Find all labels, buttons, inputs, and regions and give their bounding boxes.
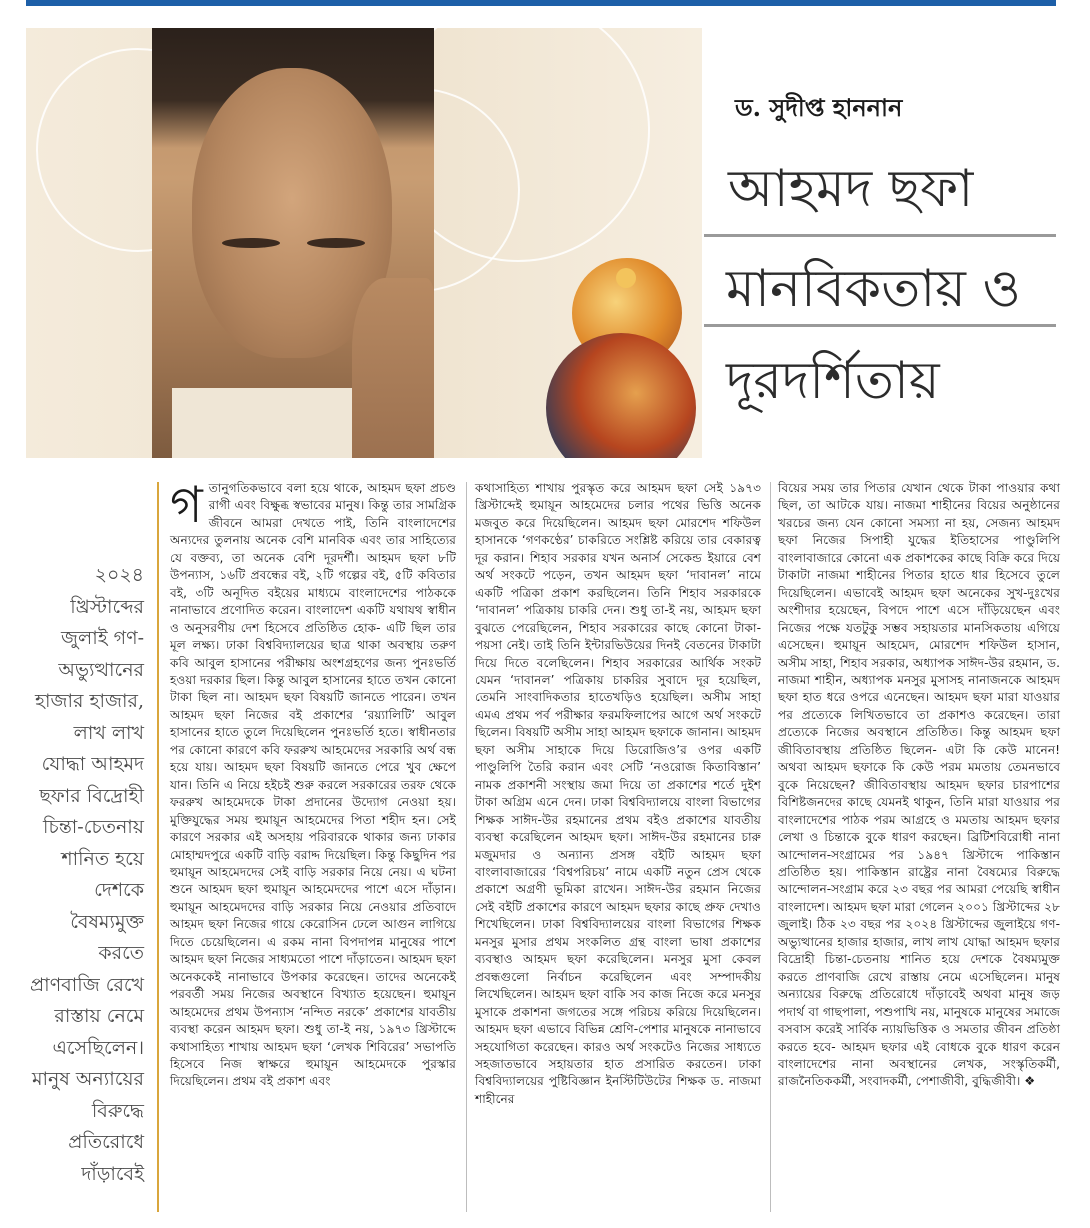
column-text: তানুগতিকভাবে বলা হয়ে থাকে, আহমদ ছফা প্রচণ্ড রাগী এবং বিক্ষুব্ধ স্বভাবের মানুষ। কিন্তু তার সামগ্রিক জীবনে আমরা দেখতে পাই, তিনি বাংলাদেশের অন্যদের তুলনায় অনেক বেশি মানবিক এবং তার সাহিত্যের যে বক্তব্য, তা অনেক বেশি দূরদর্শী। আহমদ ছফা ৮টি উপন্যাস, ১৬টি প্রবন্ধের বই, ২টি গল্পের বই, ৫টি কবিতার বই, ৩টি অনূদিত বইয়ের মাধ্যমে বাংলাদেশের পাঠককে নানাভাবে প্রণোদিত করেন। বাংলাদেশ একটি যথাযথ স্বাধীন ও অনুসরণীয় দেশ হিসেবে প্রতিষ্ঠিত হোক- এটি ছিল তার মূল লক্ষ্য। ঢাকা বিশ্ববিদ্যালয়ের ছাত্র থাকা অবস্থায় তরুণ কবি আবুল হাসানের পরীক্ষায় অংশগ্রহণের জন্য পুনঃভর্তি হওয়া দরকার ছিল। কিন্তু আবুল হাসানের হাতে তখন কোনো টাকা ছিল না। আহমদ ছফা বিষয়টি জানতে পারেন। তখন আহমদ ছফা নিজের বই প্রকাশের ‘রয়্যালিটি’ আবুল হাসানের হাতে তুলে দিয়েছিলেন পুনঃভর্তি হতে। স্বাধীনতার পর কোনো কারণে কবি ফররুখ আহমেদের সরকারি অর্থ বন্ধ হয়ে যায়। আহমদ ছফা বিষয়টি জানতে পেরে খুব ক্ষেপে যান। তিনি এ নিয়ে হইচই শুরু করলে সরকারের তরফ থেকে ফররুখ আহমেদকে টাকা প্রদানের উদ্যোগ নেওয়া হয়। মুক্তিযুদ্ধের সময় হুমায়ূন আহমেদের পিতা শহীদ হন। সেই কারণে সরকার এই অসহায় পরিবারকে থাকার জন্য ঢাকার মোহাম্মদপুরে একটি বাড়ি বরাদ্দ দিয়েছিল। কিন্তু কিছুদিন পর হুমায়ূন আহমেদদের সেই বাড়ি সরকার নিয়ে নেয়। এ ঘটনা শুনে আহমদ ছফা হুমায়ূন আহমেদদের পাশে এসে দাঁড়ান। হুমায়ূন আহমেদদের বাড়ি সরকার নিয়ে নেওয়ার প্রতিবাদে আহমদ ছফা নিজের গায়ে কেরোসিন ঢেলে আগুন লাগিয়ে দিতে চেয়েছিলেন। এ রকম নানা বিপদাপন্ন মানুষের পাশে আহমদ ছফা নিজের সাধ্যমতো পাশে দাঁড়াতেন। আহমদ ছফা অনেককেই নানাভাবে উপকার করেছেন। তাদের অনেকেই পরবর্তী সময় নিজের অবস্থানে বিখ্যাত হয়েছেন। হুমায়ূন আহমেদের প্রথম উপন্যাস ‘নন্দিত নরকে’ প্রকাশের যাবতীয় ব্যবস্থা করেন আহমদ ছফা। শুধু তা-ই নয়, ১৯৭৩ খ্রিস্টাব্দে কথাসাহিত্য শাখায় আহমদ ছফা ‘লেখক শিবিরের’ সভাপতি হিসেবে নিজ স্বাক্ষরে হুমায়ূন আহমেদকে পুরস্কার দিয়েছিলেন। প্রথম বই প্রকাশ এবং bbox=[170, 481, 456, 1089]
column-text: বিয়ের সময় তার পিতার যেখান থেকে টাকা পাওয়ার কথা ছিল, তা আটকে যায়। নাজমা শাহীনের বিয়ের অনুষ্ঠানের খরচের জন্য যেন কোনো সমস্যা না হয়, সেজন্য আহমদ ছফা নিজের সিপাহী যুদ্ধের ইতিহাসের পাণ্ডুলিপি বাংলাবাজারে কোনো এক প্রকাশকের কাছে বিক্রি করে দিয়ে টাকাটা নাজমা শাহীনের পিতার হাতে ধার হিসেবে তুলে দিয়েছিলেন। এভাবেই আহমদ ছফা অনেকের সুখ-দুঃখের অংশীদার হয়েছেন, বিপদে পাশে এসে দাঁড়িয়েছেন এবং নিজের পক্ষে যতটুকু সম্ভব সহায়তার মানসিকতায় এগিয়ে এসেছেন। হুমায়ূন আহমেদ, মোরশেদ শফিউল হাসান, অসীম সাহা, শিহাব সরকার, অধ্যাপক সাঈদ-উর রহমান, ড. নাজমা শাহীন, অধ্যাপক মনসুর মুসাসহ নানাজনকে আহমদ ছফা হাত ধরে ওপরে এনেছেন। আহমদ ছফা মারা যাওয়ার পর প্রত্যেকে লিখিতভাবে তা প্রকাশও করেছেন। তারা প্রত্যেকে নিজের অবস্থানে প্রতিষ্ঠিত। কিন্তু আহমদ ছফা জীবিতাবস্থায় প্রতিষ্ঠিত ছিলেন- এটা কি কেউ মানেন! অথবা আহমদ ছফাকে কি কেউ পরম মমতায় তেমনভাবে বুকে নিয়েছেন? জীবিতাবস্থায় আহমদ ছফার চারপাশের বিশিষ্টজনদের কাছে যেমনই থাকুন, তিনি মারা যাওয়ার পর বাংলাদেশের পাঠক পরম আগ্রহে ও মমতায় আহমদ ছফার লেখা ও চিন্তাকে বুকে ধারণ করছেন। ব্রিটিশবিরোধী নানা আন্দোলন-সংগ্রামের পর ১৯৪৭ খ্রিস্টাব্দে পাকিস্তান প্রতিষ্ঠিত হয়। পাকিস্তান রাষ্ট্রের নানা বৈষম্যের বিরুদ্ধে আন্দোলন-সংগ্রাম করে ২৩ বছর পর আমরা পেয়েছি স্বাধীন বাংলাদেশ। আহমদ ছফা মারা গেলেন ২০০১ খ্রিস্টাব্দের ২৮ জুলাই। ঠিক ২৩ বছর পর ২০২৪ খ্রিস্টাব্দের জুলাইয়ে গণ-অভ্যুত্থানের হাজার হাজার, লাখ লাখ যোদ্ধা আহমদ ছফার বিদ্রোহী চিন্তা-চেতনায় শানিত হয়ে দেশকে বৈষম্যমুক্ত করতে প্রাণবাজি রেখে রাস্তায় নেমে এসেছিলেন। মানুষ অন্যায়ের বিরুদ্ধে প্রতিরোধে দাঁড়াবেই অথবা মানুষ জড় পদার্থ বা গাছপালা, পশুপাখি নয়, মানুষকে মানুষের সমাজে বসবাস করেই সার্বিক ন্যায়ভিত্তিক ও সমতার জীবন প্রতিষ্ঠা করতে হবে- আহমদ ছফার এই বোধকে বুকে ধারণ করেন বাংলাদেশের নানা অবস্থানের লেখক, সংস্কৃতিকর্মী, রাজনৈতিককর্মী, সংবাদকর্মী, পেশাজীবী, বুদ্ধিজীবী। ❖ bbox=[778, 481, 1060, 1089]
decor-dot bbox=[616, 268, 636, 288]
article-column-3 bbox=[778, 480, 1060, 1091]
title-line-2: মানবিকতায় ও bbox=[726, 259, 1021, 319]
drop-cap: গ bbox=[170, 476, 203, 534]
pull-quote: ২০২৪ খ্রিস্টাব্দের জুলাই গণ-অভ্যুত্থানের হাজার হাজার, লাখ লাখ যোদ্ধা আহমদ ছফার বিদ্রোহী চিন্তা-চেতনায় শানিত হয়ে দেশকে বৈষম্যমুক্ত করতে প্রাণবাজি রেখে রাস্তায় নেমে এসেছিলেন। মানুষ অন্যায়ের বিরুদ্ধে প্রতিরোধে দাঁড়াবেই bbox=[30, 564, 145, 1185]
portrait-collar bbox=[172, 388, 362, 458]
top-accent-bar bbox=[26, 0, 1056, 6]
decor-orb bbox=[546, 333, 696, 458]
column-divider bbox=[466, 482, 467, 1212]
title-line-3: দূরদর্শিতায় bbox=[726, 351, 940, 411]
author-byline: ড. সুদীপ্ত হাননান bbox=[735, 93, 903, 122]
portrait-eye bbox=[222, 238, 280, 248]
article-column-1 bbox=[170, 476, 456, 1091]
portrait-hand bbox=[352, 278, 434, 458]
portrait-eye bbox=[307, 238, 365, 248]
author-portrait bbox=[152, 28, 434, 458]
title-rule bbox=[704, 324, 1056, 327]
article-column-2 bbox=[475, 480, 761, 1108]
column-text: কথাসাহিত্য শাখায় পুরস্কৃত করে আহমদ ছফা সেই ১৯৭৩ খ্রিস্টাব্দেই হুমায়ূন আহমেদের চলার পথের ভিত্তি অনেক মজবুত করে দিয়েছিলেন। আহমদ ছফা মোরশেদ শফিউল হাসানকে ‘গণকণ্ঠের’ চাকরিতে সংশ্লিষ্ট করিয়ে তার বেকারত্ব দূর করান। শিহাব সরকার যখন অনার্স সেকেন্ড ইয়ারে বেশ অর্থ সংকটে পড়েন, তখন আহমদ ছফা ‘দাবানল’ নামে একটি পত্রিকা প্রকাশ করছিলেন। তিনি শিহাব সরকারকে ‘দাবানল’ পত্রিকায় চাকরি দেন। শুধু তা-ই নয়, আহমদ ছফা বুঝতে পেরেছিলেন, শিহাব সরকারের কাছে কোনো টাকা-পয়সা নেই। তাই তিনি ইন্টারভিউয়ের দিনই বেতনের টাকাটা দিয়ে দিতে বলেছিলেন। শিহাব সরকারের আর্থিক সংকট যেমন ‘দাবানল’ পত্রিকায় চাকরির সুবাদে দূর হয়েছিল, তেমনি সাংবাদিকতার হাতেখড়িও হয়েছিল। অসীম সাহা এমএ প্রথম পর্ব পরীক্ষার ফরমফিলাপের আগে অর্থ সংকটে ছিলেন। বিষয়টি অসীম সাহা আহমদ ছফাকে জানান। আহমদ ছফা অসীম সাহাকে দিয়ে ডিরোজিও’র ওপর একটি পাণ্ডুলিপি তৈরি করান এবং সেটি ‘নওরোজ কিতাবিস্তান’ নামক প্রকাশনী সংস্থায় জমা দিয়ে তা প্রকাশের শর্তে দুইশ টাকা অগ্রিম এনে দেন। ঢাকা বিশ্ববিদ্যালয়ে বাংলা বিভাগের শিক্ষক সাঈদ-উর রহমানের প্রথম বইও প্রকাশের যাবতীয় ব্যবস্থা করেছিলেন আহমদ ছফা। সাঈদ-উর রহমানের চারু মজুমদার ও অন্যান্য প্রসঙ্গ বইটি আহমদ ছফা বাংলাবাজারের ‘বিশ্বপরিচয়’ নামে একটি নতুন প্রেস থেকে প্রকাশে অগ্রণী ভূমিকা রাখেন। সাঈদ-উর রহমান নিজের সেই বইটি প্রকাশের কারণে আহমদ ছফার কাছে প্রুফ দেখাও শিখেছিলেন। ঢাকা বিশ্ববিদ্যালয়ের বাংলা বিভাগের শিক্ষক মনসুর মুসার প্রথম সংকলিত গ্রন্থ বাংলা ভাষা প্রকাশের ব্যবস্থাও আহমদ ছফা করেছিলেন। মনসুর মুসা কেবল প্রবন্ধগুলো নির্বাচন করেছিলেন এবং সম্পাদকীয় লিখেছিলেন। আহমদ ছফা বাকি সব কাজ নিজে করে মনসুর মুসাকে প্রকাশনা জগতের সঙ্গে পরিচয় করিয়ে দিয়েছিলেন। আহমদ ছফা এভাবে বিভিন্ন শ্রেণি-পেশার মানুষকে নানাভাবে সহযোগিতা করেছেন। কারও অর্থ সংকটেও নিজের সাধ্যতে সহজাতভাবে সহায়তার হাত প্রসারিত করতেন। ঢাকা বিশ্ববিদ্যালয়ের পুষ্টিবিজ্ঞান ইনস্টিটিউটের শিক্ষক ড. নাজমা শাহীনের bbox=[475, 481, 761, 1106]
column-rule-accent bbox=[157, 482, 159, 1212]
hero-illustration bbox=[26, 28, 702, 458]
title-line-1: আহমদ ছফা bbox=[728, 159, 974, 219]
column-divider bbox=[770, 482, 771, 1212]
title-rule bbox=[704, 234, 1056, 237]
